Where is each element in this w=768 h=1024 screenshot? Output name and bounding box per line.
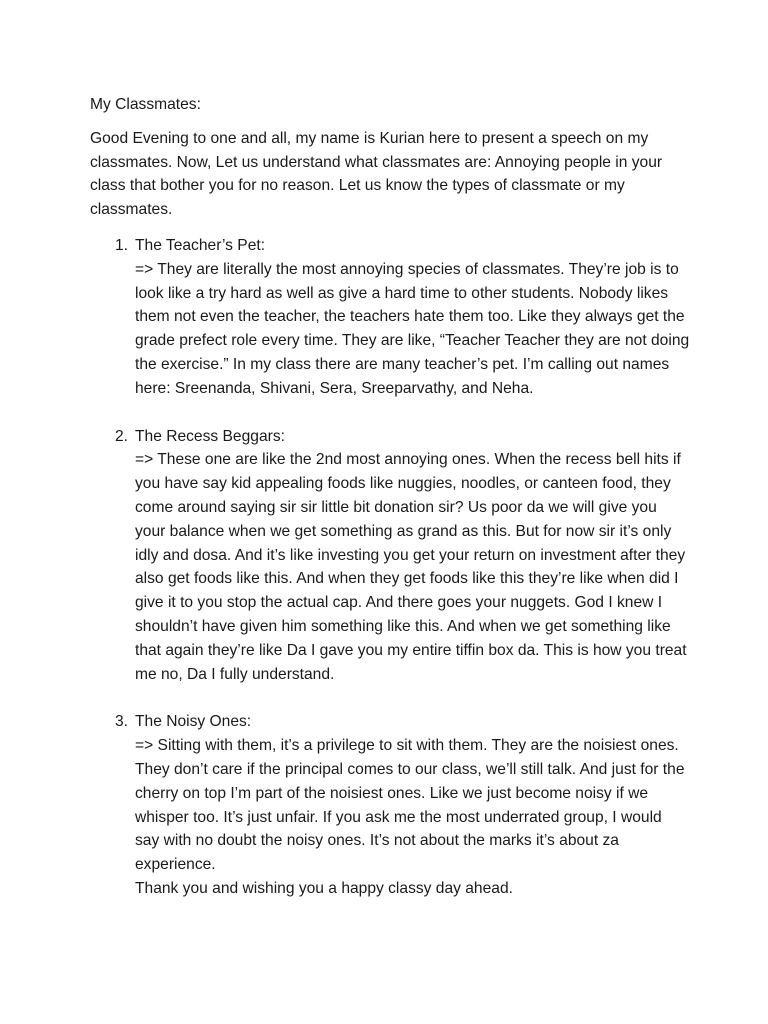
document-title: My Classmates:: [90, 96, 201, 113]
list-item-number: 3.: [115, 713, 129, 731]
list-item: [90, 425, 690, 687]
list-item-number: 1.: [115, 236, 129, 254]
intro-paragraph: Good Evening to one and all, my name is Kurian here to present a speech on my classmates. Now, Let us understand what classmates are: Annoying people in your class that bother you for no reason. Let us know the types of classmate or my classmates.: [90, 129, 663, 219]
list-item-body: => They are literally the most annoying species of classmates. They’re job is to look like a try hard as well as give a hard time to other students. Nobody likes them not even the teacher, the teachers hate them too. Like they always get the grade prefect role every time. They are like, “Teacher Teacher they are not doing the exercise.” In my class there are many teacher’s pet. I’m calling out names here: Sreenanda, Shivani, Sera, Sreeparvathy, and Neha.: [135, 260, 690, 397]
list-item-body: => Sitting with them, it’s a privilege to sit with them. They are the noisiest ones. They don’t care if the principal comes to our class, we’ll still talk. And just for the cherry on top I’m part of the noisiest ones. Like we just become noisy if we whisper too. It’s just unfair. If you ask me the most underrated group, I would say with no doubt the noisy ones. It’s not about the marks it’s about za experience.: [135, 737, 685, 874]
list-item: [90, 710, 690, 900]
list-item: [90, 234, 690, 401]
closing-line: Thank you and wishing you a happy classy day ahead.: [135, 879, 513, 897]
list-item-number: 2.: [115, 427, 129, 445]
list-item-body: => These one are like the 2nd most annoying ones. When the recess bell hits if you have say kid appealing foods like nuggies, noodles, or canteen food, they come around saying sir sir little bit donation sir? Us poor da we will give you your balance when we get something as grand as this. But for now sir it’s only idly and dosa. And it’s like investing you get your return on investment after they also get foods like this. And when they get foods like this they’re like when did I give it to you stop the actual cap. And there goes your nuggets. God I knew I shouldn’t have given him something like this. And when we get something like that again they’re like Da I gave you my entire tiffin box da. This is how you treat me no, Da I fully understand.: [135, 451, 687, 683]
list-item-heading: The Teacher’s Pet:: [135, 236, 266, 254]
list-item-heading: The Recess Beggars:: [135, 427, 285, 445]
list-item-heading: The Noisy Ones:: [135, 713, 252, 731]
classmate-types-list: [90, 234, 690, 901]
document-page: [90, 93, 690, 925]
